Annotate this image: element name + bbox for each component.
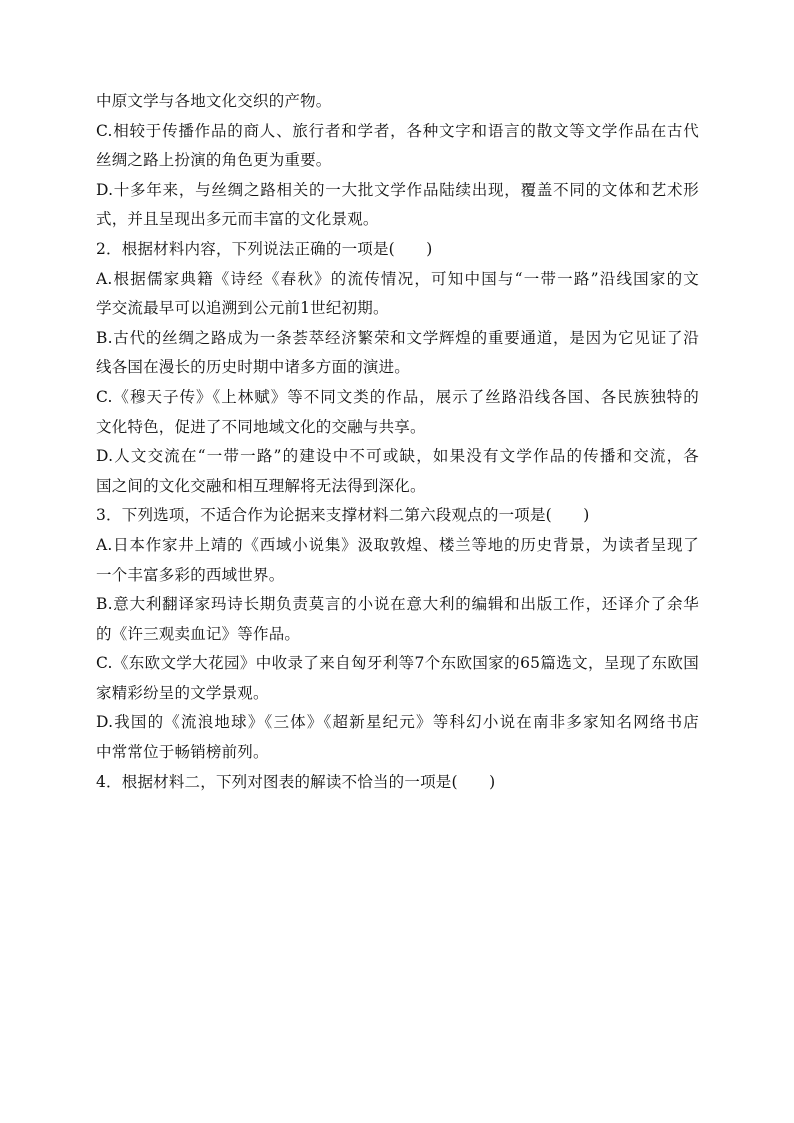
option-c-line-2: 丝绸之路上扮演的角色更为重要。	[96, 151, 332, 170]
question-2-stem: 2．根据材料内容，下列说法正确的一项是( )	[96, 239, 433, 258]
document-body	[96, 92, 699, 802]
q2-option-c-line-1: C.《穆天子传》《上林赋》等不同文类的作品，展示了丝路沿线各国、各民族独特的	[96, 387, 699, 406]
q2-option-a-line-1: A.根据儒家典籍《诗经《春秋》的流传情况，可知中国与“一带一路”沿线国家的文	[96, 269, 699, 288]
q3-option-c-line-2: 家精彩纷呈的文学景观。	[96, 683, 269, 702]
option-d-line-1: D.十多年来，与丝绸之路相关的一大批文学作品陆续出现，覆盖不同的文体和艺术形	[96, 180, 699, 199]
q3-option-b-line-1: B.意大利翻译家玛诗长期负责莫言的小说在意大利的编辑和出版工作，还译介了余华	[96, 595, 699, 614]
q2-option-a-line-2: 学交流最早可以追溯到公元前1世纪初期。	[96, 299, 389, 318]
q3-option-b-line-2: 的《许三观卖血记》等作品。	[96, 624, 301, 643]
q3-option-d-line-2: 中常常位于畅销榜前列。	[96, 743, 269, 762]
q3-option-a-line-2: 一个丰富多彩的西域世界。	[96, 565, 285, 584]
q2-option-d-line-2: 国之间的文化交融和相互理解将无法得到深化。	[96, 476, 426, 495]
question-3-stem: 3．下列选项，不适合作为论据来支撑材料二第六段观点的一项是( )	[96, 506, 590, 525]
q3-option-d-line-1: D.我国的《流浪地球》《三体》《超新星纪元》等科幻小说在南非多家知名网络书店	[96, 713, 699, 732]
q2-option-c-line-2: 文化特色，促进了不同地域文化的交融与共享。	[96, 417, 426, 436]
text-line: 中原文学与各地文化交织的产物。	[96, 92, 332, 110]
q2-option-d-line-1: D.人文交流在“一带一路”的建设中不可或缺，如果没有文学作品的传播和交流，各	[96, 447, 699, 466]
option-d-line-2: 式，并且呈现出多元而丰富的文化景观。	[96, 210, 379, 229]
q3-option-a-line-1: A.日本作家井上靖的《西域小说集》汲取敦煌、楼兰等地的历史背景，为读者呈现了	[96, 535, 699, 554]
option-c-line-1: C.相较于传播作品的商人、旅行者和学者，各种文字和语言的散文等文学作品在古代	[96, 121, 699, 140]
q2-option-b-line-2: 线各国在漫长的历史时期中诸多方面的演进。	[96, 358, 411, 377]
q3-option-c-line-1: C.《东欧文学大花园》中收录了来自匈牙利等7个东欧国家的65篇选文，呈现了东欧国	[96, 654, 699, 673]
q2-option-b-line-1: B.古代的丝绸之路成为一条荟萃经济繁荣和文学辉煌的重要通道，是因为它见证了沿	[96, 328, 699, 347]
question-4-stem: 4．根据材料二，下列对图表的解读不恰当的一项是( )	[96, 772, 496, 791]
